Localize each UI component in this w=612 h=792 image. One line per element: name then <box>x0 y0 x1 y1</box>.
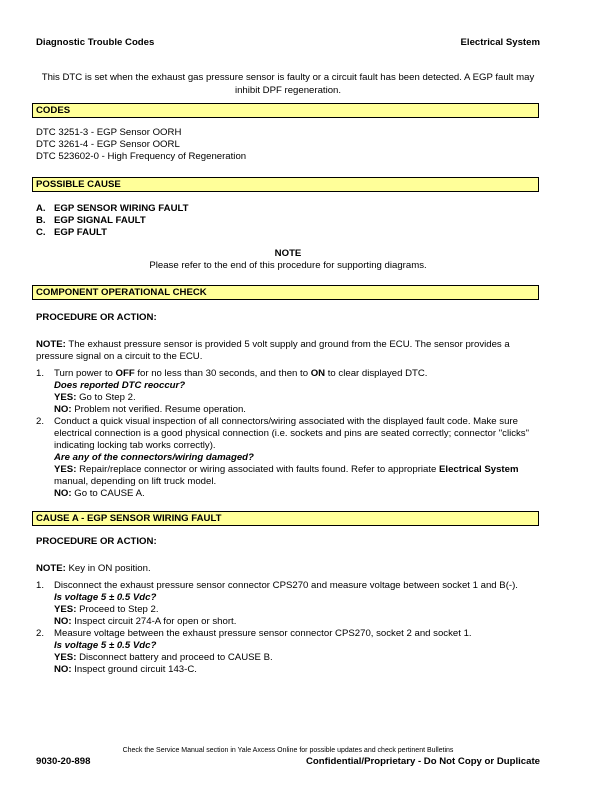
cause-item: EGP SIGNAL FAULT <box>54 215 146 226</box>
note-body: Key in ON position. <box>65 563 151 574</box>
step-number: 1. <box>36 368 45 379</box>
code-item: DTC 523602-0 - High Frequency of Regeneration <box>36 151 247 162</box>
off-label: OFF <box>115 368 135 379</box>
step-number: 1. <box>36 580 45 591</box>
check-step-2 <box>54 416 542 500</box>
codes-section-header: CODES <box>32 103 539 118</box>
yes-text: manual, depending on lift truck model. <box>54 476 217 487</box>
cause-item: EGP SENSOR WIRING FAULT <box>54 203 189 214</box>
procedure-heading: PROCEDURE OR ACTION: <box>36 536 157 547</box>
no-text: Problem not verified. Resume operation. <box>71 404 246 415</box>
procedure-heading: PROCEDURE OR ACTION: <box>36 312 157 323</box>
possible-cause-section-header: POSSIBLE CAUSE <box>32 177 539 192</box>
yes-text: Go to Step 2. <box>76 392 136 403</box>
yes-text: Proceed to Step 2. <box>76 604 159 615</box>
no-label: NO: <box>54 404 72 415</box>
code-item: DTC 3251-3 - EGP Sensor OORH <box>36 127 182 138</box>
note-label: NOTE: <box>36 563 66 574</box>
yes-label: YES: <box>54 464 77 475</box>
note-label: NOTE: <box>36 339 66 350</box>
step-number: 2. <box>36 416 45 427</box>
no-label: NO: <box>54 488 72 499</box>
check-step-1 <box>54 368 542 416</box>
step-text: Measure voltage between the exhaust pressure sensor connector CPS270, socket 2 and socket 1. <box>54 628 472 639</box>
no-label: NO: <box>54 616 72 627</box>
step-text: Disconnect the exhaust pressure sensor connector CPS270 and measure voltage between socket 1 and B(-). <box>54 580 518 591</box>
step-question: Is voltage 5 ± 0.5 Vdc? <box>54 640 157 651</box>
yes-label: YES: <box>54 652 77 663</box>
step-question: Does reported DTC reoccur? <box>54 380 186 391</box>
component-check-section-header: COMPONENT OPERATIONAL CHECK <box>32 285 539 300</box>
cause-a-step-1 <box>54 580 542 628</box>
header-left-title: Diagnostic Trouble Codes <box>36 37 155 48</box>
check-note <box>36 339 540 363</box>
note-title: NOTE <box>274 248 302 259</box>
intro-text: This DTC is set when the exhaust gas pressure sensor is faulty or a circuit fault has been detected. A EGP fault may inhibit DPF regeneration. <box>41 72 535 96</box>
header-right-title: Electrical System <box>460 37 540 48</box>
no-text: Inspect ground circuit 143-C. <box>71 664 197 675</box>
cause-a-step-2 <box>54 628 542 676</box>
no-text: Inspect circuit 274-A for open or short. <box>71 616 237 627</box>
on-label: ON <box>310 368 326 379</box>
step-text: Conduct a quick visual inspection of all connectors/wiring associated with the displayed fault code. Make sure electrical connection is a good physical connection (i.e. sockets and pins are seated correctly; connector "clicks" indicating locking tab works correctly). <box>54 416 530 451</box>
confidential-notice: Confidential/Proprietary - Do Not Copy or Duplicate <box>306 756 540 767</box>
cause-letter: B. <box>36 215 46 226</box>
step-text: to clear displayed DTC. <box>325 368 428 379</box>
yes-label: YES: <box>54 604 77 615</box>
document-number: 9030-20-898 <box>36 756 91 767</box>
manual-reference: Electrical System <box>439 464 519 475</box>
note-body: The exhaust pressure sensor is provided 5 volt supply and ground from the ECU. The sensor provides a pressure signal on a circuit to the ECU. <box>36 339 510 362</box>
footer-notice: Check the Service Manual section in Yale Axcess Online for possible updates and check pertinent Bulletins <box>122 747 454 754</box>
cause-letter: A. <box>36 203 46 214</box>
cause-letter: C. <box>36 227 46 238</box>
cause-item: EGP FAULT <box>54 227 107 238</box>
cause-a-note <box>36 563 151 575</box>
step-question: Is voltage 5 ± 0.5 Vdc? <box>54 592 157 603</box>
step-number: 2. <box>36 628 45 639</box>
yes-label: YES: <box>54 392 77 403</box>
step-question: Are any of the connectors/wiring damaged? <box>54 452 254 463</box>
yes-text: Disconnect battery and proceed to CAUSE B. <box>76 652 273 663</box>
note-text: Please refer to the end of this procedure for supporting diagrams. <box>149 260 427 271</box>
yes-text: Repair/replace connector or wiring associated with faults found. Refer to appropriate <box>76 464 440 475</box>
cause-a-section-header: CAUSE A - EGP SENSOR WIRING FAULT <box>32 511 539 526</box>
step-text: Turn power to <box>54 368 116 379</box>
code-item: DTC 3261-4 - EGP Sensor OORL <box>36 139 180 150</box>
step-text: for no less than 30 seconds, and then to <box>134 368 311 379</box>
no-label: NO: <box>54 664 72 675</box>
no-text: Go to CAUSE A. <box>71 488 145 499</box>
